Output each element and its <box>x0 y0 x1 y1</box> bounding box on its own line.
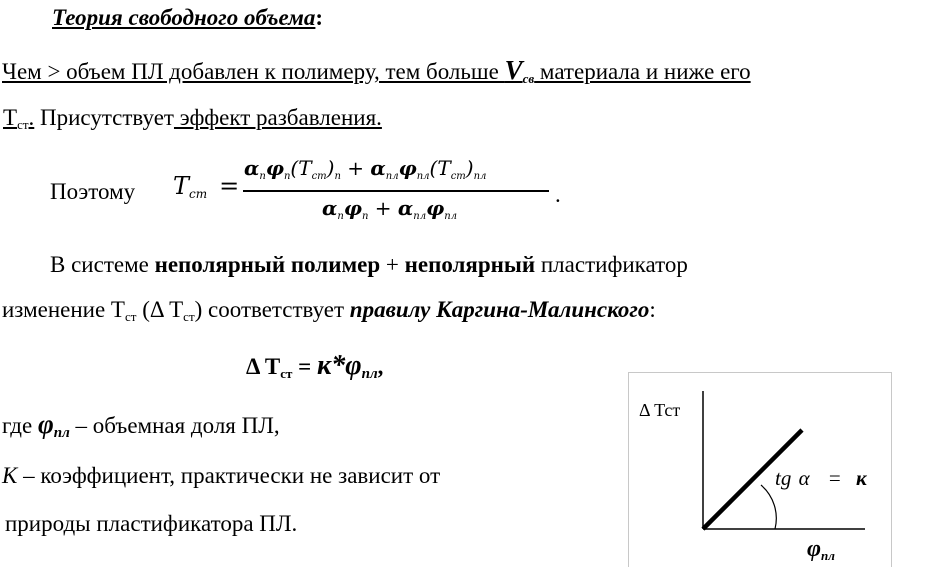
graph-y-label: Δ Тст <box>639 400 681 420</box>
present-text: Присутствует <box>34 105 174 130</box>
effect-text: эффект разбавления. <box>173 105 382 130</box>
heading-colon: : <box>315 5 324 30</box>
formula-lhs: $T_{cm}$ = <box>173 172 240 201</box>
graph-x-label: $\varphi_{пл}$ <box>807 536 835 563</box>
para1-line1-end: материала и ниже его <box>534 59 751 84</box>
heading-text: Теория свободного объема <box>52 5 316 30</box>
formula-end-dot: . <box>555 182 561 207</box>
fraction-bar <box>243 190 549 192</box>
formula-numerator: $\alpha_п\varphi_п(T_{cm})_п + \alpha_{пл}\varphi_{пл}(T_{cm})_{пл}$ <box>244 156 487 182</box>
formula-intro: Поэтому <box>50 179 136 204</box>
para1-line2 <box>3 106 382 131</box>
formula-denominator: $\alpha_п\varphi_п + \alpha_{пл}\varphi_{пл}$ <box>322 196 458 222</box>
angle-arc <box>761 485 776 529</box>
para2-line1: В системе неполярный полимер + неполярный пластификатор <box>50 252 688 277</box>
def-phi: где $\varphi_{пл}$ – объемная доля ПЛ, <box>2 409 280 441</box>
para1-line1 <box>2 57 751 85</box>
graph-figure <box>628 372 892 567</box>
nonpolar-polymer: неполярный полимер <box>154 252 381 277</box>
nonpolar: неполярный <box>404 252 536 277</box>
def-k: K – коэффициент, практически не зависит от <box>2 463 441 488</box>
v-symbol: V <box>504 55 523 85</box>
def-k-cont: природы пластификатора ПЛ. <box>5 511 298 536</box>
kargin-rule: правилу Каргина-Малинского <box>349 297 650 322</box>
para1-line1-start: Чем > объем ПЛ добавлен к полимеру, тем больше <box>2 59 505 84</box>
para2-line2: изменение $Т_{ст}$ (Δ $Т_{ст}$) соответствует правилу Каргина-Малинского: <box>2 297 656 324</box>
rule-formula: Δ $Т_{ст} = к*\varphi_{пл}$, <box>246 350 384 382</box>
graph-slope-label: tg α = к <box>775 466 867 490</box>
heading <box>52 6 323 29</box>
t-symbol: $Т_{ст}$. <box>3 105 35 132</box>
v-subscript: св <box>522 71 535 86</box>
